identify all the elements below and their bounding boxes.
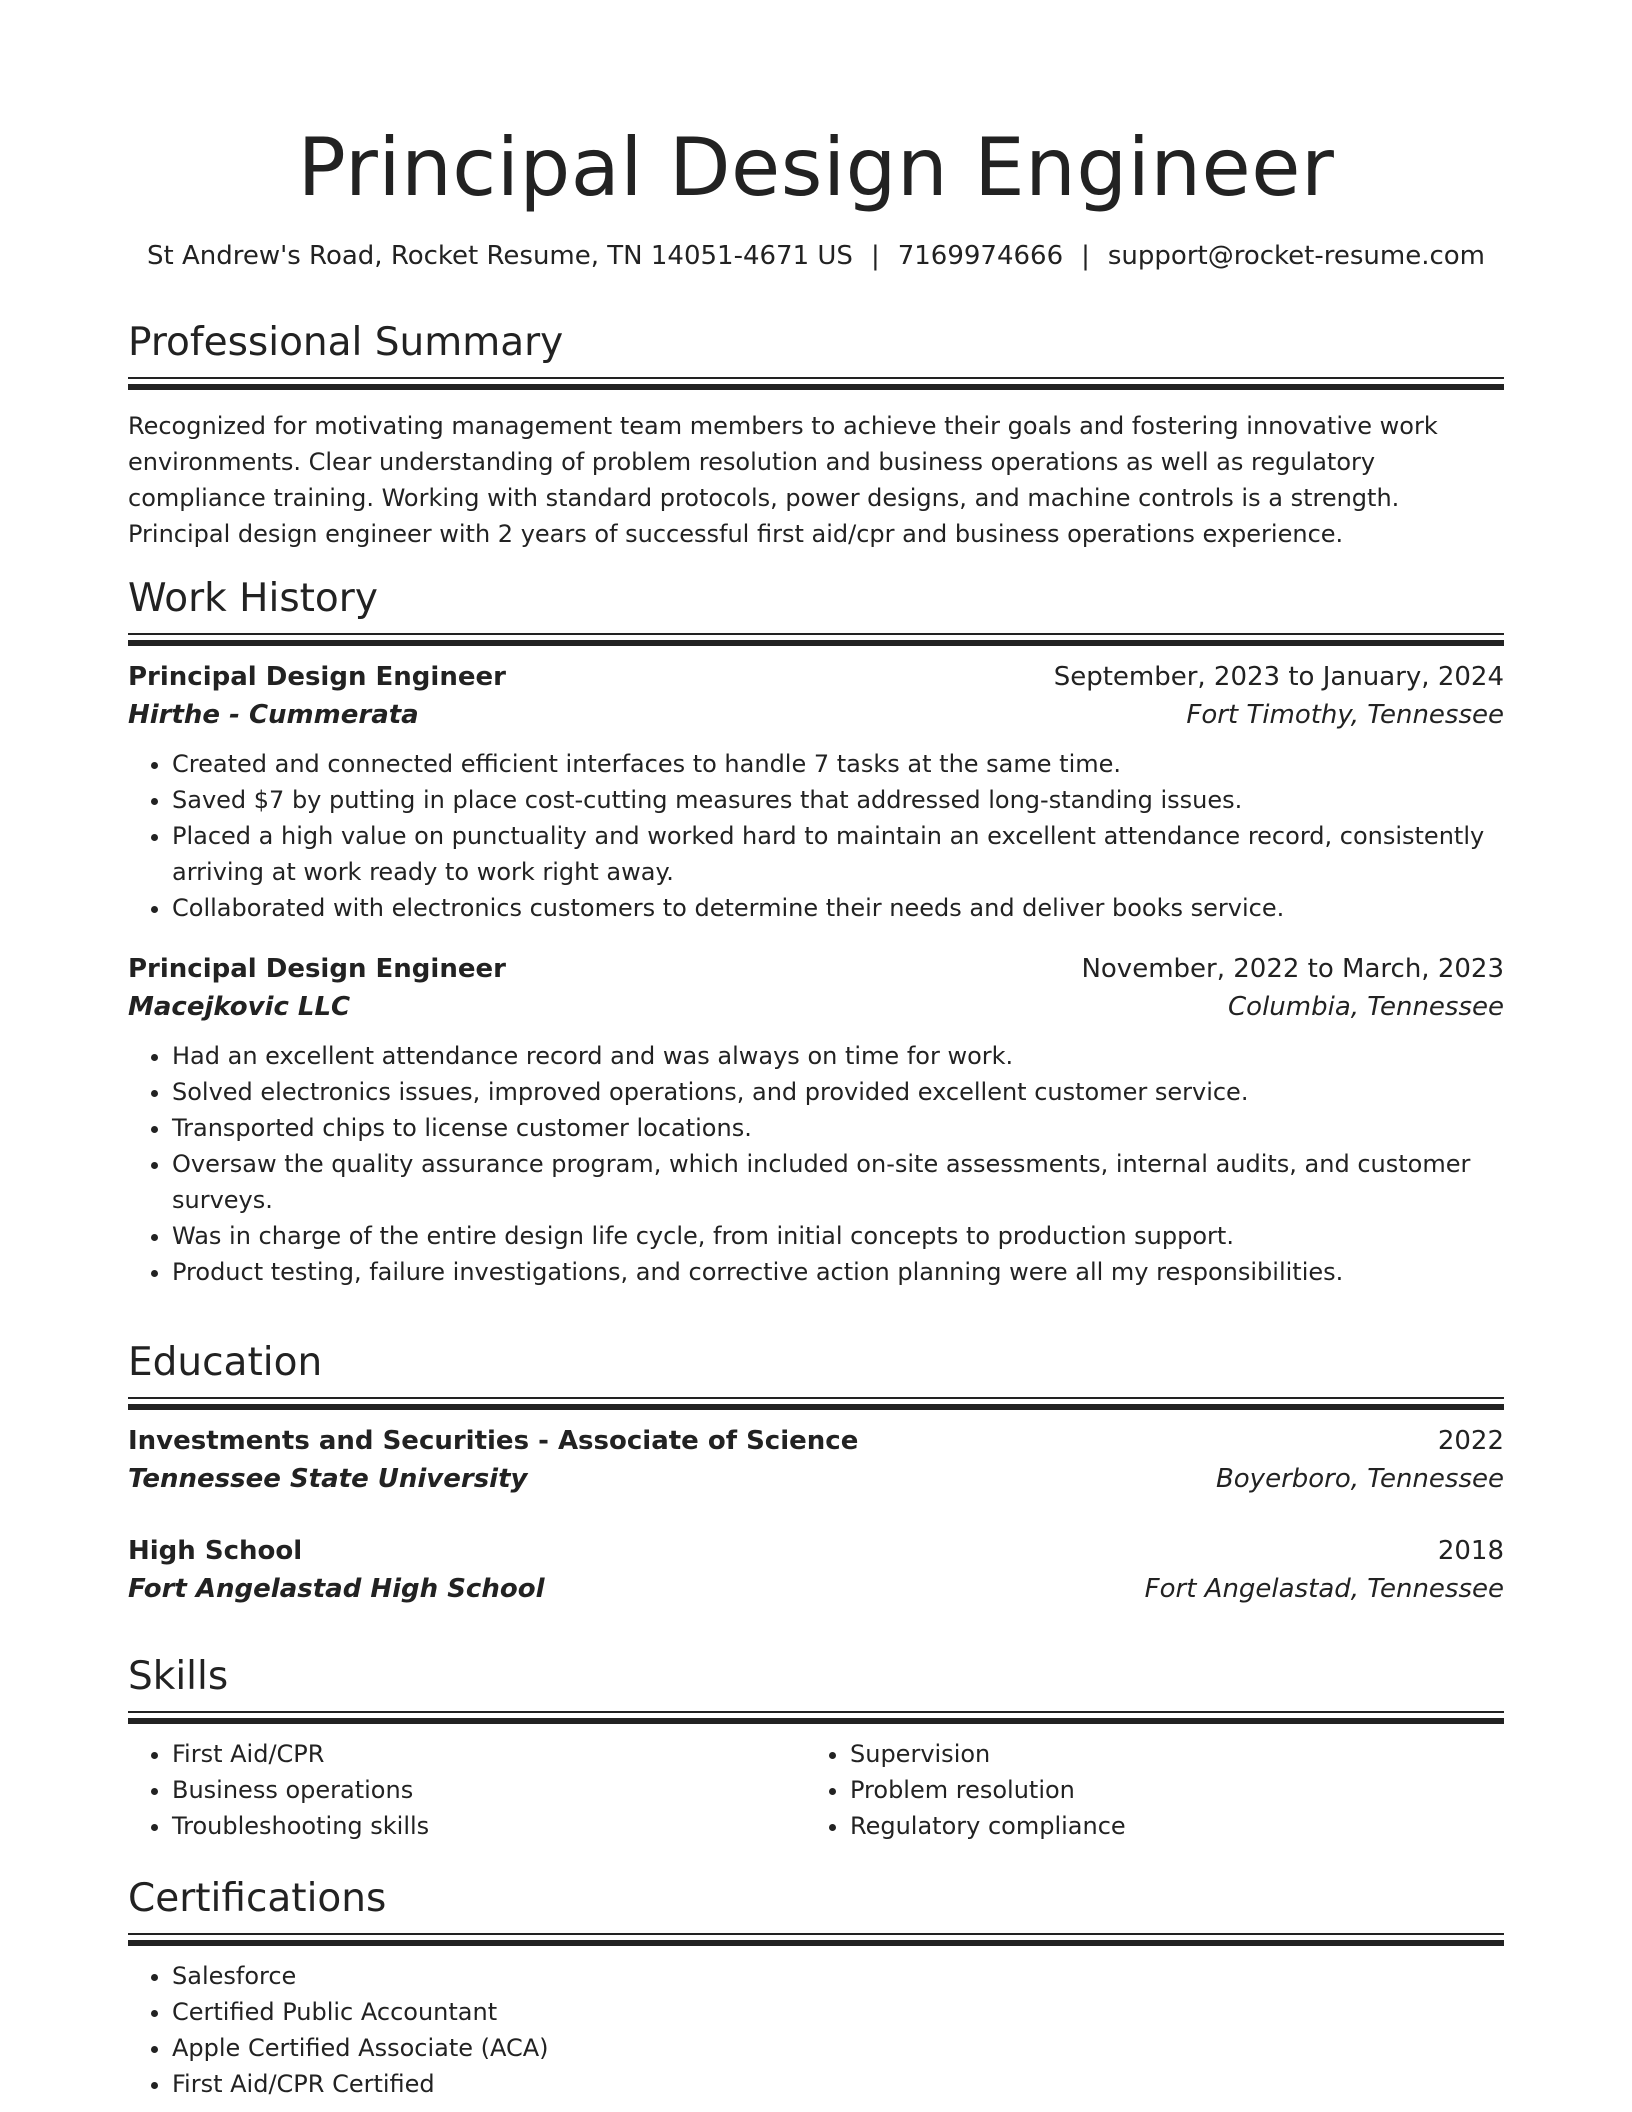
contact-email: support@rocket-resume.com [1107, 241, 1485, 271]
section-rule [128, 633, 1504, 635]
summary-section [128, 318, 1504, 552]
job-company-row [128, 988, 1504, 1026]
contact-phone: 7169974666 [897, 241, 1064, 271]
education-degree: High School [128, 1536, 303, 1566]
section-heading: Professional Summary [128, 320, 564, 365]
certifications-list [128, 1958, 1504, 2102]
job-bullets [128, 1038, 1504, 1290]
contact-separator: | [870, 241, 880, 271]
job-location: Fort Timothy, Tennessee [1186, 700, 1504, 730]
contact-separator: | [1081, 241, 1090, 271]
list-item: • Regulatory compliance [850, 1808, 1484, 1844]
section-heading: Work History [128, 576, 378, 621]
education-school: Fort Angelastad High School [128, 1574, 545, 1604]
job-dates: November, 2022 to March, 2023 [1081, 954, 1504, 984]
education-year: 2018 [1437, 1536, 1504, 1566]
job-title: Principal Design Engineer [128, 954, 506, 984]
list-item: • Transported chips to license customer locations. [172, 1110, 1504, 1146]
list-item: • Placed a high value on punctuality and worked hard to maintain an excellent attendance record, consistently arriving at work ready to work right away. [172, 818, 1504, 890]
list-item: • Solved electronics issues, improved operations, and provided excellent customer service. [172, 1074, 1504, 1110]
contact-address: St Andrew's Road, Rocket Resume, TN 14051-4671 US [146, 241, 853, 271]
skills-section [128, 1652, 1504, 1844]
list-item: • Troubleshooting skills [172, 1808, 806, 1844]
section-rule [128, 1711, 1504, 1713]
education-school-row [128, 1570, 1504, 1608]
list-item: • Certified Public Accountant [172, 1994, 1504, 2030]
skills-list-right [806, 1736, 1484, 1844]
section-heading: Education [128, 1340, 323, 1385]
education-school: Tennessee State University [128, 1464, 528, 1494]
list-item: • Supervision [850, 1736, 1484, 1772]
summary-text: Recognized for motivating management team members to achieve their goals and fostering innovative work environments. Clear understanding of problem resolution and business operations as well as regulatory compliance training. Working with standard protocols, power designs, and machine controls is a strength. Principal design engineer with 2 years of successful first aid/cpr and business operations experience. [128, 412, 1438, 548]
contact-line [128, 238, 1504, 274]
skills-list-left [128, 1736, 806, 1844]
section-heading: Skills [128, 1654, 229, 1699]
list-item: • Salesforce [172, 1958, 1504, 1994]
job-company: Macejkovic LLC [128, 992, 351, 1022]
education-section [128, 1338, 1504, 1608]
education-entry [128, 1422, 1504, 1498]
list-item: • Problem resolution [850, 1772, 1484, 1808]
education-school-row [128, 1460, 1504, 1498]
section-rule [128, 1397, 1504, 1399]
work-section [128, 574, 1504, 1290]
certifications-section [128, 1874, 1504, 2102]
section-rule [128, 640, 1504, 646]
section-rule [128, 384, 1504, 390]
job-entry [128, 658, 1504, 926]
job-location: Columbia, Tennessee [1228, 992, 1504, 1022]
education-entry [128, 1532, 1504, 1608]
job-company: Hirthe - Cummerata [128, 700, 419, 730]
section-rule [128, 1718, 1504, 1724]
section-rule [128, 377, 1504, 379]
education-degree-row [128, 1422, 1504, 1460]
section-rule [128, 1940, 1504, 1946]
list-item: • Collaborated with electronics customers to determine their needs and deliver books service. [172, 890, 1504, 926]
education-year: 2022 [1437, 1426, 1504, 1456]
list-item: • First Aid/CPR Certified [172, 2066, 1504, 2102]
job-header-row [128, 658, 1504, 696]
education-location: Boyerboro, Tennessee [1215, 1464, 1504, 1494]
section-heading: Certifications [128, 1876, 387, 1921]
job-header-row [128, 950, 1504, 988]
list-item: • Was in charge of the entire design life cycle, from initial concepts to production support. [172, 1218, 1504, 1254]
resume-name: Principal Design Engineer [297, 121, 1335, 214]
job-dates: September, 2023 to January, 2024 [1053, 662, 1504, 692]
list-item: • Business operations [172, 1772, 806, 1808]
job-title: Principal Design Engineer [128, 662, 506, 692]
list-item: • Saved $7 by putting in place cost-cutting measures that addressed long-standing issues. [172, 782, 1504, 818]
list-item: • Apple Certified Associate (ACA) [172, 2030, 1504, 2066]
list-item: • Oversaw the quality assurance program, which included on-site assessments, internal audits, and customer surveys. [172, 1146, 1504, 1218]
job-bullets [128, 746, 1504, 926]
skills-columns [128, 1736, 1504, 1844]
list-item: • Product testing, failure investigations, and corrective action planning were all my responsibilities. [172, 1254, 1504, 1290]
list-item: • Created and connected efficient interfaces to handle 7 tasks at the same time. [172, 746, 1504, 782]
education-location: Fort Angelastad, Tennessee [1144, 1574, 1504, 1604]
job-entry [128, 950, 1504, 1290]
job-company-row [128, 696, 1504, 734]
list-item: • First Aid/CPR [172, 1736, 806, 1772]
education-degree: Investments and Securities - Associate of Science [128, 1426, 859, 1456]
education-degree-row [128, 1532, 1504, 1570]
section-rule [128, 1404, 1504, 1410]
section-rule [128, 1933, 1504, 1935]
list-item: • Had an excellent attendance record and was always on time for work. [172, 1038, 1504, 1074]
